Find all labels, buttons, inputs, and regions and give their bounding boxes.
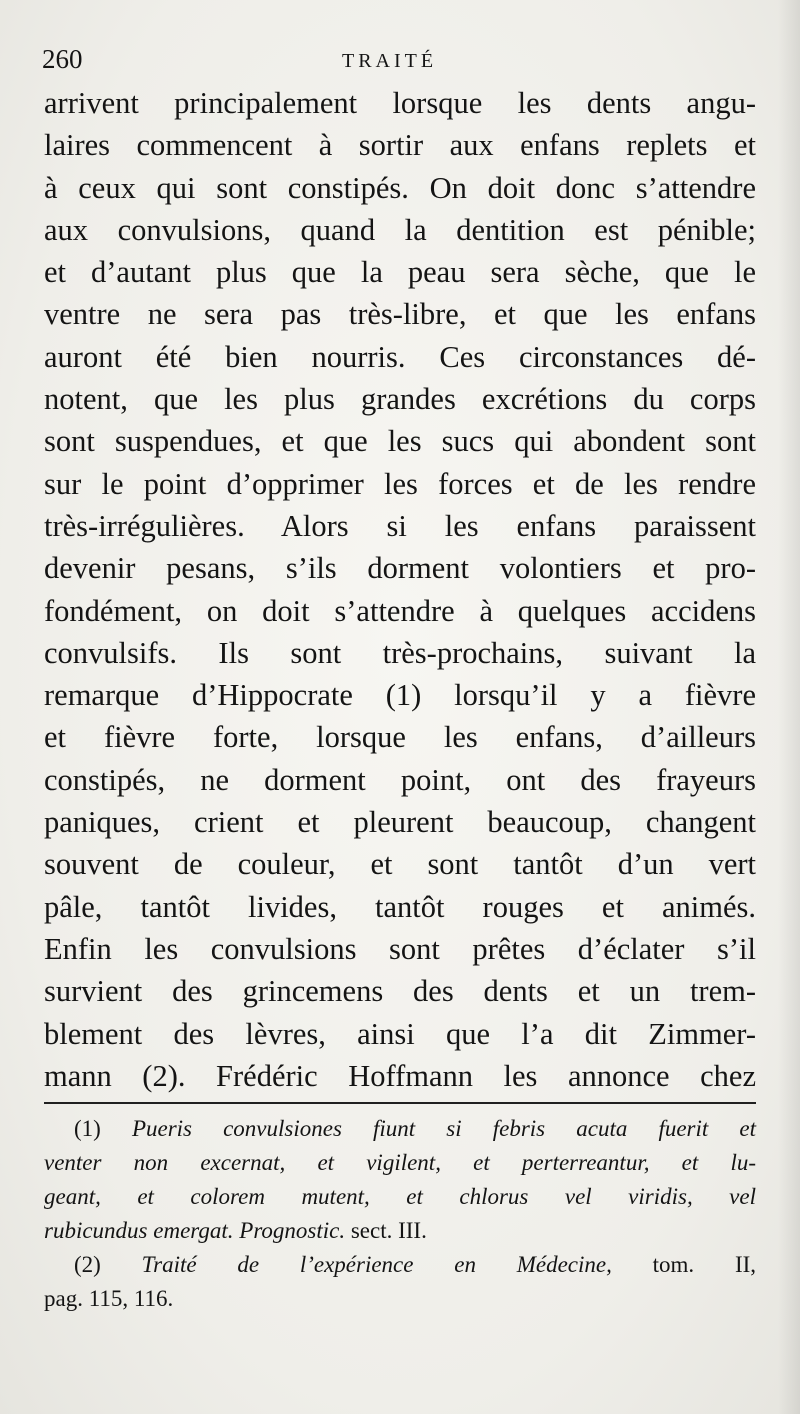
text-line: à ceux qui sont constipés. On doit donc s’attendre [44, 170, 756, 205]
text-line: convulsifs. Ils sont très-prochains, suivant la [44, 635, 756, 670]
text-line: paniques, crient et pleurent beaucoup, changent [44, 805, 756, 840]
text-line: arrivent principalement lorsque les dents angu- [44, 86, 756, 120]
footnote-1-line [44, 1112, 756, 1146]
footnote-volume: tom. II, [652, 1252, 757, 1277]
footnote-1-line [44, 1214, 756, 1248]
text-line: fondément, on doit s’attendre à quelques accidens [44, 593, 756, 628]
page-edge-shadow [778, 0, 800, 1414]
running-head [42, 42, 762, 76]
body-text [44, 82, 756, 1097]
text-line: et d’autant plus que la peau sera sèche, que le [44, 255, 756, 290]
text-line: laires commencent à sortir aux enfans replets et [44, 128, 756, 163]
text-line: survient des grincemens des dents et un trem- [44, 974, 756, 1009]
text-line: constipés, ne dorment point, ont des frayeurs [44, 762, 756, 797]
footnote-citation: Traité de l’expérience en Médecine, [141, 1252, 612, 1277]
page-number: 260 [42, 44, 83, 74]
text-line: et fièvre forte, lorsque les enfans, d’ailleurs [44, 720, 756, 755]
footnote-text: Pueris convulsiones fiunt si febris acuta fuerit et [131, 1116, 756, 1141]
text-line: auront été bien nourris. Ces circonstances dé- [44, 339, 756, 374]
footnote-1-line: geant, et colorem mutent, et chlorus vel viridis, vel [44, 1184, 756, 1209]
footnote-2-line: pag. 115, 116. [44, 1286, 174, 1311]
text-line: sur le point d’opprimer les forces et de les rendre [44, 466, 756, 501]
footnote-citation: rubicundus emergat. Prognostic. [44, 1218, 346, 1243]
text-line: sont suspendues, et que les sucs qui abondent sont [44, 424, 756, 459]
text-line: Enfin les convulsions sont prêtes d’éclater s’il [44, 931, 756, 966]
running-title: TRAITÉ [342, 50, 438, 72]
text-line: très-irrégulières. Alors si les enfans paraissent [44, 508, 756, 543]
footnote-marker: (2) [74, 1252, 101, 1277]
text-line: mann (2). Frédéric Hoffmann les annonce chez [44, 1058, 756, 1093]
text-line: aux convulsions, quand la dentition est pénible; [44, 212, 756, 247]
text-line: devenir pesans, s’ils dorment volontiers et pro- [44, 551, 756, 586]
footnote-marker: (1) [74, 1116, 101, 1141]
text-line: souvent de couleur, et sont tantôt d’un vert [44, 847, 756, 882]
footnotes [44, 1112, 756, 1316]
text-line: remarque d’Hippocrate (1) lorsqu’il y a fièvre [44, 678, 756, 713]
text-line: ventre ne sera pas très-libre, et que les enfans [44, 297, 756, 332]
footnote-2-line [44, 1248, 756, 1282]
text-line: pâle, tantôt livides, tantôt rouges et animés. [44, 889, 756, 924]
footnote-1-line: venter non excernat, et vigilent, et perterreantur, et lu- [44, 1150, 756, 1175]
footnote-section: sect. III. [350, 1218, 427, 1243]
text-line: blement des lèvres, ainsi que l’a dit Zimmer- [44, 1016, 756, 1051]
text-line: notent, que les plus grandes excrétions du corps [44, 382, 756, 417]
footnote-rule [44, 1102, 756, 1104]
